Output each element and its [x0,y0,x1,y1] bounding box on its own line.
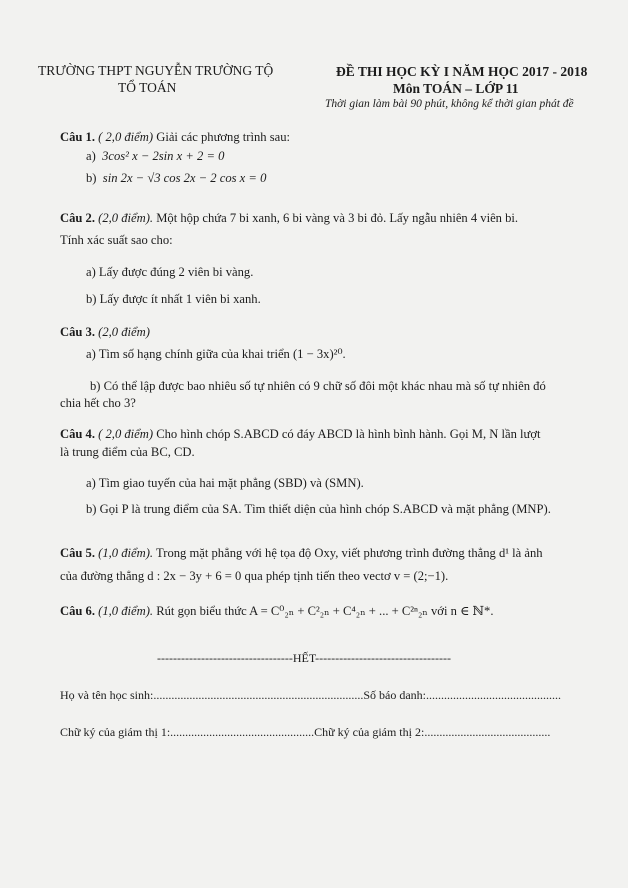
q1-b-label: b) [86,171,97,185]
q1-text: Giải các phương trình sau: [156,130,291,144]
q2-label: Câu 2. [60,211,95,225]
question-6 [60,603,494,619]
q1-b-math: sin 2x − √3 cos 2x − 2 cos x = 0 [102,171,267,185]
q4-text-1: Cho hình chóp S.ABCD có đáy ABCD là hình bình hành. Gọi M, N lần lượt [156,427,541,441]
q1-a-math: 3cos² x − 2sin x + 2 = 0 [102,149,225,163]
q2-text-2: Tính xác suất sao cho: [60,233,173,247]
q3-b-1: b) Có thể lập được bao nhiêu số tự nhiên có 9 chữ số đôi một khác nhau mà số tự nhiên đó [90,379,546,393]
proctor-signature-line: Chữ ký của giám thị 1:................................................Chữ ký của giám thị 2:.......................................... [60,725,551,739]
q4-label: Câu 4. [60,427,95,441]
department: TỔ TOÁN [118,80,177,95]
q6-text: Rút gọn biểu thức A = C⁰₂ₙ + C²₂ₙ + C⁴₂ₙ + ... + C²ⁿ₂ₙ với n ∈ ℕ*. [156,604,494,618]
q4-text-2: là trung điểm của BC, CD. [60,445,195,459]
school-name: TRƯỜNG THPT NGUYỄN TRƯỜNG TỘ [38,63,274,78]
question-4 [60,427,541,442]
q1-label: Câu 1. [60,130,95,144]
question-1 [60,130,290,145]
q5-points: (1,0 điểm). [98,546,154,560]
q4-b: b) Gọi P là trung điểm của SA. Tìm thiết diện của hình chóp S.ABCD và mặt phẳng (MNP). [86,502,551,516]
q6-points: (1,0 điểm). [98,604,154,618]
question-3 [60,325,150,340]
student-info-line: Họ và tên học sinh:......................................................................Số báo danh:............................................. [60,688,561,702]
q3-a: a) Tìm số hạng chính giữa của khai triển (1 − 3x)²⁰. [86,347,346,361]
q2-b: b) Lấy được ít nhất 1 viên bi xanh. [86,292,261,306]
q5-text-1: Trong mặt phẳng với hệ tọa độ Oxy, viết phương trình đường thẳng d¹ là ảnh [156,546,543,560]
q3-points: (2,0 điểm) [98,325,150,339]
q3-b-2: chia hết cho 3? [60,396,136,410]
q2-text-1: Một hộp chứa 7 bi xanh, 6 bi vàng và 3 bi đỏ. Lấy ngẫu nhiên 4 viên bi. [156,211,519,225]
q1-a-label: a) [86,149,96,163]
question-2 [60,211,518,226]
question-5 [60,546,543,561]
q1-b [86,171,266,186]
q4-a: a) Tìm giao tuyến của hai mặt phẳng (SBD) và (SMN). [86,476,364,490]
q6-label: Câu 6. [60,604,95,618]
q2-a: a) Lấy được đúng 2 viên bi vàng. [86,265,254,279]
q3-label: Câu 3. [60,325,95,339]
q1-a [86,149,224,164]
q5-label: Câu 5. [60,546,95,560]
q5-text-2: của đường thẳng d : 2x − 3y + 6 = 0 qua phép tịnh tiến theo vectơ v = (2;−1). [60,569,449,583]
exam-subject: Môn TOÁN – LỚP 11 [393,81,519,96]
q4-points: ( 2,0 điểm) [98,427,154,441]
q2-points: (2,0 điểm). [98,211,154,225]
exam-duration: Thời gian làm bài 90 phút, không kể thời gian phát đề [325,98,574,110]
q1-points: ( 2,0 điểm) [98,130,154,144]
exam-title: ĐỀ THI HỌC KỲ I NĂM HỌC 2017 - 2018 [336,64,588,79]
end-marker: ----------------------------------HẾT---------------------------------- [157,651,451,665]
